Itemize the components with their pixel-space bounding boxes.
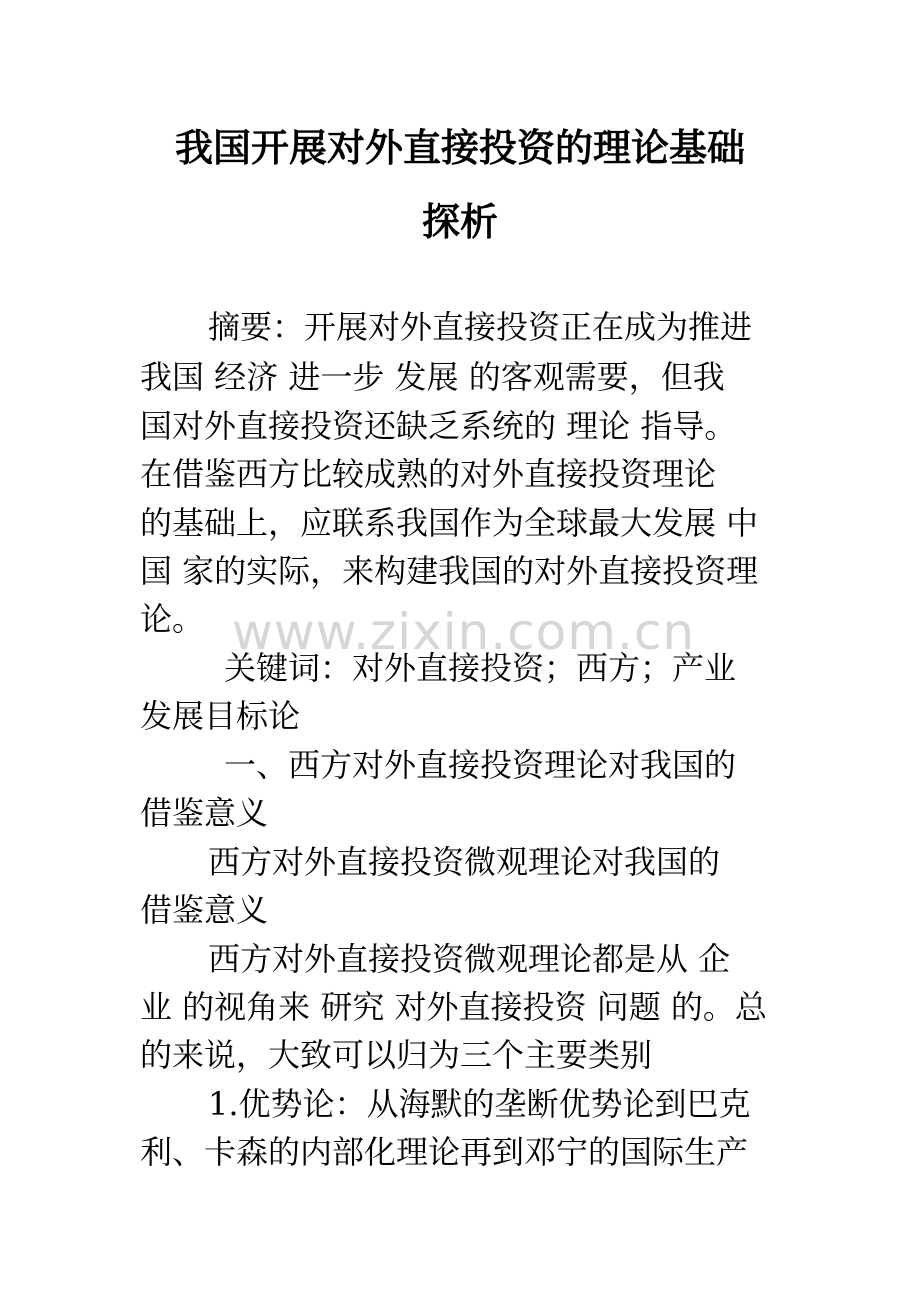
- subsection-heading-line-1: 西方对外直接投资微观理论对我国的: [208, 843, 721, 881]
- document-title-line-2: 探析: [421, 200, 498, 244]
- keywords-line-1: 关键词：对外直接投资；西方；产业: [224, 649, 737, 687]
- watermark: www.zixin.com.cn: [232, 603, 696, 661]
- abstract-line-5: 的基础上，应联系我国作为全球最大发展 中: [140, 504, 759, 542]
- list-item-1-line-1: 1.优势论：从海默的垄断优势论到巴克: [208, 1085, 751, 1123]
- keywords-line-2: 发展目标论: [140, 697, 301, 735]
- section-heading-line-1: 一、西方对外直接投资理论对我国的: [224, 746, 737, 784]
- abstract-line-1: 摘要：开展对外直接投资正在成为推进: [208, 308, 753, 346]
- paragraph-line-2: 业 的视角来 研究 对外直接投资 问题 的。总: [140, 988, 767, 1026]
- abstract-line-7: 论。: [140, 600, 205, 638]
- list-item-1-line-2: 利、卡森的内部化理论再到邓宁的国际生产: [140, 1133, 749, 1171]
- section-heading-line-2: 借鉴意义: [140, 794, 269, 832]
- abstract-line-6: 国 家的实际，来构建我国的对外直接投资理: [140, 552, 759, 590]
- abstract-line-3: 国对外直接投资还缺乏系统的 理论 指导。: [140, 407, 737, 445]
- abstract-line-2: 我国 经济 进一步 发展 的客观需要，但我: [140, 358, 725, 396]
- subsection-heading-line-2: 借鉴意义: [140, 891, 269, 929]
- document-title-line-1: 我国开展对外直接投资的理论基础: [174, 126, 745, 170]
- paragraph-line-1: 西方对外直接投资微观理论都是从 企: [208, 940, 731, 978]
- paragraph-line-3: 的来说，大致可以归为三个主要类别: [140, 1036, 653, 1074]
- abstract-line-4: 在借鉴西方比较成熟的对外直接投资理论: [140, 455, 717, 493]
